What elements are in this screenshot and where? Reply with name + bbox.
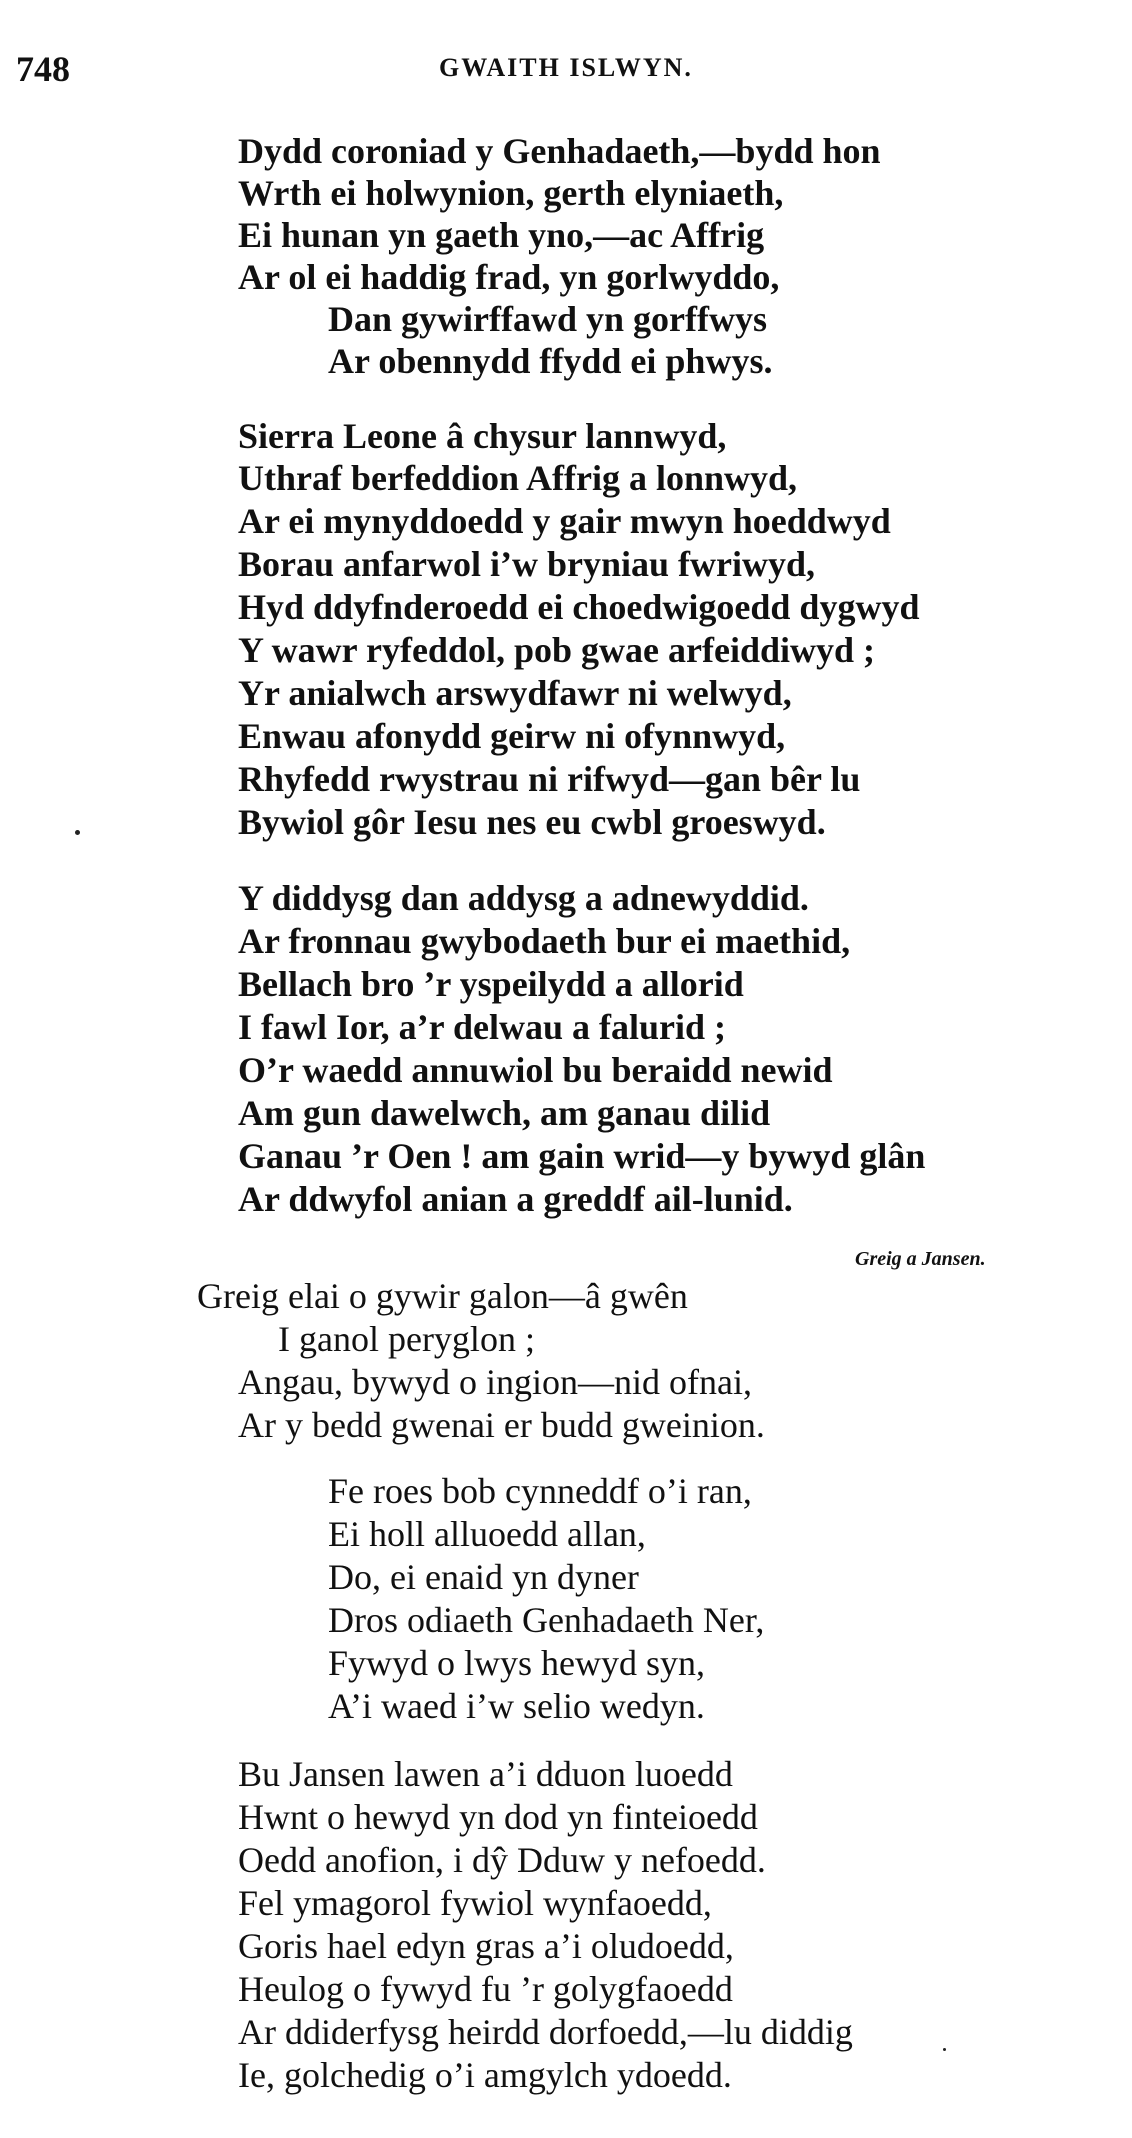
verse-line: Ar ddiderfysg heirdd dorfoedd,—lu diddig — [238, 2012, 853, 2052]
verse-line: Ar ol ei haddig frad, yn gorlwyddo, — [238, 257, 780, 297]
verse-line: Ei hunan yn gaeth yno,—ac Affrig — [238, 215, 765, 255]
verse-line: Fel ymagorol fywiol wynfaoedd, — [238, 1883, 712, 1923]
verse-line: Angau, bywyd o ingion—nid ofnai, — [238, 1362, 752, 1402]
page-number: 748 — [16, 49, 70, 89]
verse-line: Y diddysg dan addysg a adnewyddid. — [238, 878, 809, 918]
verse-line: O’r waedd annuwiol bu beraidd newid — [238, 1050, 833, 1090]
verse-line: Dydd coroniad y Genhadaeth,—bydd hon — [238, 131, 881, 171]
verse-line: Sierra Leone â chysur lannwyd, — [238, 416, 727, 456]
verse-line: Dan gywirffawd yn gorffwys — [328, 299, 767, 339]
verse-line: Uthraf berfeddion Affrig a lonnwyd, — [238, 458, 798, 498]
running-head: GWAITH ISLWYN. — [439, 53, 693, 82]
verse-line: Hwnt o hewyd yn dod yn finteioedd — [238, 1797, 758, 1837]
verse-line: Wrth ei holwynion, gerth elyniaeth, — [238, 173, 784, 213]
verse-line: Ei holl alluoedd allan, — [328, 1514, 646, 1554]
verse-line: I ganol peryglon ; — [278, 1319, 535, 1359]
ink-speck — [943, 2048, 946, 2051]
verse-line: Enwau afonydd geirw ni ofynnwyd, — [238, 716, 786, 756]
verse-line: Ie, golchedig o’i amgylch ydoedd. — [238, 2055, 732, 2095]
verse-line: Y wawr ryfeddol, pob gwae arfeiddiwyd ; — [238, 630, 875, 670]
section-credit: Greig a Jansen. — [855, 1248, 986, 1270]
verse-line: Ar ddwyfol anian a greddf ail-lunid. — [238, 1179, 793, 1219]
verse-line: Ar fronnau gwybodaeth bur ei maethid, — [238, 921, 851, 961]
verse-line: Do, ei enaid yn dyner — [328, 1557, 639, 1597]
verse-line: Oedd anofion, i dŷ Dduw y nefoedd. — [238, 1840, 766, 1880]
verse-line: Bywiol gôr Iesu nes eu cwbl groeswyd. — [238, 802, 826, 842]
verse-line: Fe roes bob cynneddf o’i ran, — [328, 1471, 752, 1511]
verse-line: Yr anialwch arswydfawr ni welwyd, — [238, 673, 792, 713]
verse-line: Heulog o fywyd fu ’r golygfaoedd — [238, 1969, 733, 2009]
verse-line: Goris hael edyn gras a’i oludoedd, — [238, 1926, 734, 1966]
verse-line: Ar obennydd ffydd ei phwys. — [328, 341, 773, 381]
verse-line: Fywyd o lwys hewyd syn, — [328, 1643, 706, 1683]
verse-line: Am gun dawelwch, am ganau dilid — [238, 1093, 771, 1133]
verse-line: A’i waed i’w selio wedyn. — [328, 1686, 705, 1726]
verse-line: Hyd ddyfnderoedd ei choedwigoedd dygwyd — [238, 587, 920, 627]
verse-line: Ar y bedd gwenai er budd gweinion. — [238, 1405, 765, 1445]
verse-line: Rhyfedd rwystrau ni rifwyd—gan bêr lu — [238, 759, 861, 799]
verse-line: I fawl Ior, a’r delwau a falurid ; — [238, 1007, 727, 1047]
verse-line: Ganau ’r Oen ! am gain wrid—y bywyd glân — [238, 1136, 926, 1176]
verse-line: Bellach bro ’r yspeilydd a allorid — [238, 964, 744, 1004]
verse-line: Borau anfarwol i’w bryniau fwriwyd, — [238, 544, 816, 584]
verse-line: Ar ei mynyddoedd y gair mwyn hoeddwyd — [238, 501, 891, 541]
verse-line: Bu Jansen lawen a’i dduon luoedd — [238, 1754, 733, 1794]
ink-speck — [75, 830, 80, 835]
verse-line: Greig elai o gywir galon—â gwên — [197, 1276, 688, 1316]
verse-line: Dros odiaeth Genhadaeth Ner, — [328, 1600, 765, 1640]
